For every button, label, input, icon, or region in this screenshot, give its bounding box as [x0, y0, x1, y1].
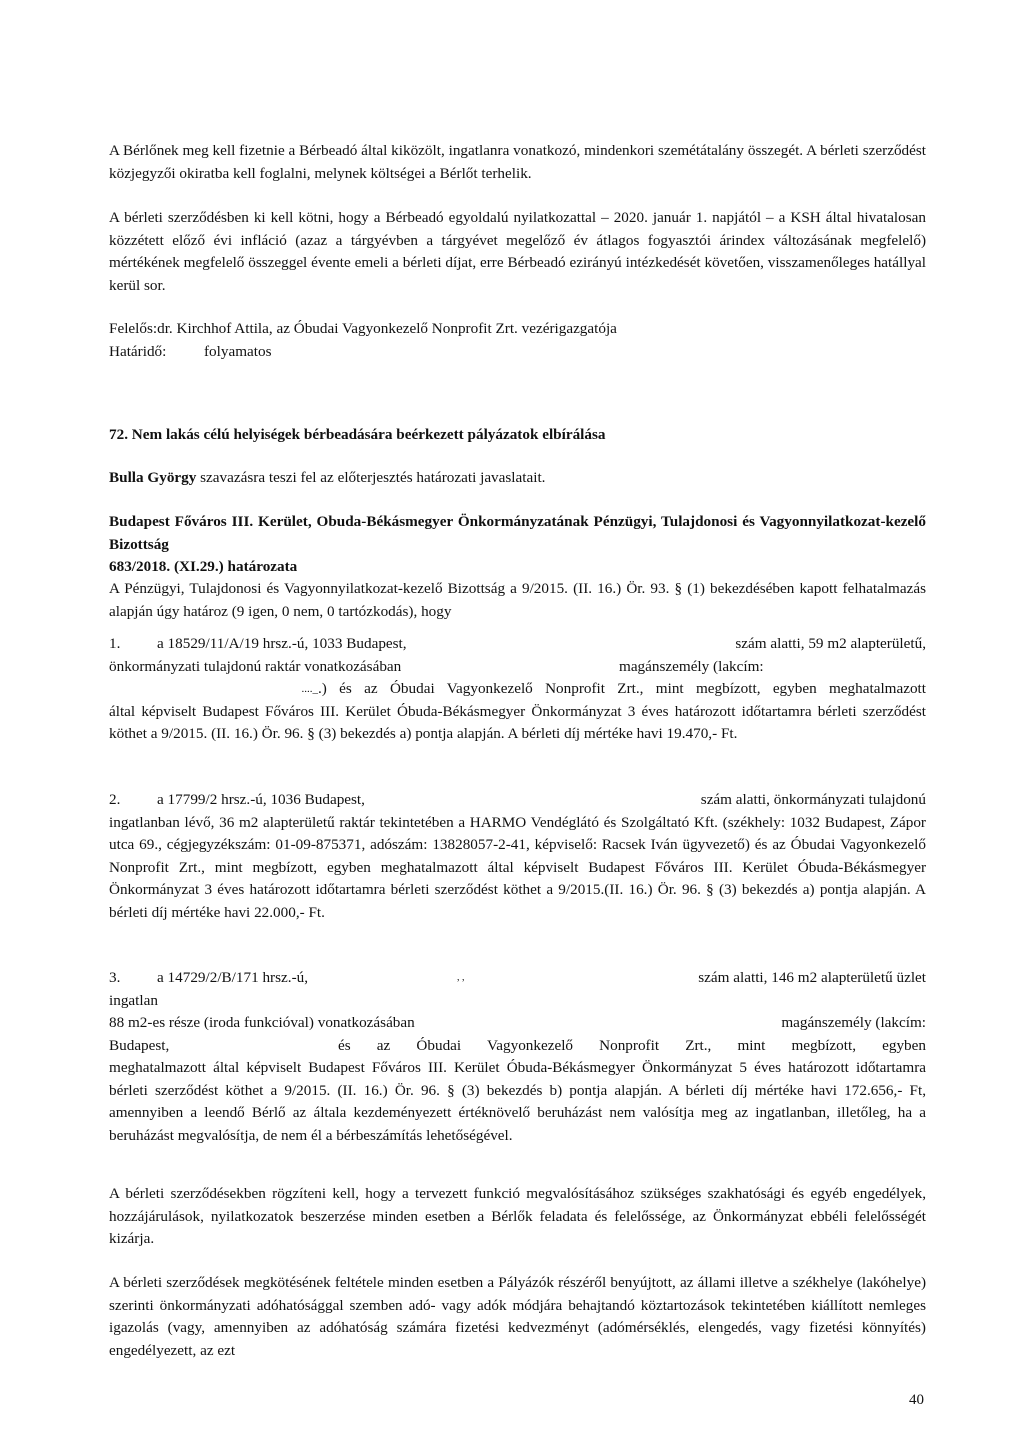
item-1-line-1-right: szám alatti, 59 m2 alapterületű,: [735, 635, 926, 652]
committee-name: Budapest Főváros III. Kerület, Obuda-Békásmegyer Önkormányzatának Pénzügyi, Tulajdonosi és Vagyonnyilatkozat-kezelő Bizottság: [109, 513, 926, 553]
item-2-line-1-left: a 17799/2 hrsz.-ú, 1036 Budapest,: [157, 791, 365, 808]
item-2: [109, 789, 926, 924]
paragraph-permits: A bérleti szerződésekben rögzíteni kell, hogy a tervezett funkció megvalósításához szükséges szakhatósági és egyéb engedélyek, hozzájárulások, nyilatkozatok beszerzése minden esetben a Bérlők feladata és felelőssége, az Önkormányzat ebbéli felelősségét kizárja.: [109, 1185, 926, 1247]
page-number: 40: [909, 1392, 924, 1408]
item-1: [109, 633, 926, 746]
vote-line: [109, 467, 926, 490]
item-1-number: 1.: [109, 635, 121, 652]
resolution-number: 683/2018. (XI.29.) határozata: [109, 558, 298, 575]
item-1-line-3-left: ...._: [301, 683, 318, 695]
item-1-line-3-right: .) és az Óbudai Vagyonkezelő Nonprofit Zrt., mint megbízott, egyben meghatalmazott: [318, 680, 926, 697]
item-3: [109, 967, 926, 1147]
item-1-line-2: [109, 656, 926, 679]
responsible-value: dr. Kirchhof Attila, az Óbudai Vagyonkezelő Nonprofit Zrt. vezérigazgatója: [157, 320, 617, 337]
item-2-line-1: [109, 789, 926, 812]
item-1-rest: által képviselt Budapest Főváros III. Kerület Óbuda-Békásmegyer Önkormányzat 3 éves határozott időtartamra bérleti szerződést köthet a 9/2015. (II. 16.) Ör. 96. § (3) bekezdés a) pontja alapján. A bérleti díj mértéke havi 19.470,- Ft.: [109, 702, 926, 742]
item-1-line-2-left: önkormányzati tulajdonú raktár vonatkozásában: [109, 657, 402, 675]
responsible-line: [109, 318, 926, 341]
section-heading-72: 72. Nem lakás célú helyiségek bérbeadására beérkezett pályázatok elbírálása: [109, 426, 606, 443]
item-3-line-4-right: és az Óbudai Vagyonkezelő Nonprofit Zrt., mint megbízott, egyben: [338, 1036, 926, 1054]
item-2-number: 2.: [109, 791, 121, 808]
paragraph-fee: A Bérlőnek meg kell fizetnie a Bérbeadó által kiközölt, ingatlanra vonatkozó, mindenkori szemétátalány összegét. A bérleti szerződést közjegyzői okiratba kell foglalni, melynek költségei a Bérlőt terhelik.: [109, 142, 926, 182]
vote-text: szavazásra teszi fel az előterjesztés határozati javaslatait.: [196, 469, 546, 486]
item-1-line-2-right: magánszemély (lakcím:: [619, 657, 764, 675]
item-1-line-1-left: a 18529/11/A/19 hrsz.-ú, 1033 Budapest,: [157, 635, 407, 652]
item-1-line-1: [109, 633, 926, 656]
item-2-rest: ingatlanban lévő, 36 m2 alapterületű raktár tekintetében a HARMO Vendéglátó és Szolgáltató Kft. (székhely: 1032 Budapest, Zápor utca 69., cégjegyzékszám: 01-09-875371, adószám: 13828057-2-41, képviselő: Racsek Iván ügyvezető) és az Óbudai Vagyonkezelő Nonprofit Zrt., mint megbízott, egyben meghatalmazott által képviselt Budapest Főváros III. Kerület Óbuda-Békásmegyer Önkormányzat 3 éves határozott időtartamra bérleti szerződést köthet a 9/2015.(II. 16.) Ör. 96. § (3) bekezdés a) pontja alapján. A bérleti díj mértéke havi 22.000,- Ft.: [109, 813, 926, 921]
presenter-name: Bulla György: [109, 469, 197, 486]
item-3-line-2: ingatlan: [109, 991, 158, 1009]
item-3-line-3: [109, 1012, 926, 1035]
item-3-number: 3.: [109, 969, 121, 986]
item-3-line-4-left: Budapest,: [109, 1036, 170, 1054]
item-3-line-4: [109, 1035, 926, 1058]
item-2-line-1-right: szám alatti, önkormányzati tulajdonú: [700, 791, 926, 808]
item-3-line-1-mid: , ,: [457, 972, 465, 983]
item-3-rest: meghatalmazott által képviselt Budapest Főváros III. Kerület Óbuda-Békásmegyer Önkormányzat 5 éves határozott időtartamra bérleti szerződést köthet a 9/2015. (II. 16.) Ör. 96. § (3) bekezdés b) pontja alapján. A bérleti díj mértéke havi 172.656,- Ft, amennyiben a leendő Bérlő az általa kezdeményezett értéknövelő beruházást nem valósítja meg az ingatlanban, illetőleg, ha a beruházást megvalósítja, de nem él a bérbeszámítás lehetőségével.: [109, 1059, 926, 1144]
paragraph-inflation: A bérleti szerződésben ki kell kötni, hogy a Bérbeadó egyoldalú nyilatkozattal – 2020. január 1. napjától – a KSH által hivatalosan közzétett előző évi infláció (azaz a tárgyévben a tárgyévet megelőző év átlagos fogyasztói árindex változásának megfelelő) mértékének megfelelő összeggel évente emeli a bérleti díjat, erre Bérbeadó ezirányú intézkedését követően, visszamenőleges hatállyal kerül sor.: [109, 209, 926, 294]
paragraph-tax: A bérleti szerződések megkötésének feltétele minden esetben a Pályázók részéről benyújtott, az állami illetve a székhelye (lakóhelye) szerinti önkormányzati adóhatósággal szemben adó- vagy adók módjára behajtandó köztartozások tekintetében kiállított nemleges igazolás (vagy, amennyiben az adóhatóság számára fizetési kedvezményt (adómérséklés, elengedés, vagy fizetési könnyítés) engedélyezett, az ezt: [109, 1274, 926, 1359]
responsible-label: Felelős:: [109, 320, 158, 337]
deadline-value: folyamatos: [204, 343, 272, 360]
item-3-line-3-right: magánszemély (lakcím:: [781, 1014, 926, 1031]
deadline-label: Határidő:: [109, 343, 167, 360]
item-3-line-1-right: szám alatti, 146 m2 alapterületű üzlet: [698, 969, 926, 986]
item-3-line-1: [109, 967, 926, 990]
item-1-line-3: [109, 678, 926, 701]
item-3-line-3-left: 88 m2-es része (iroda funkcióval) vonatkozásában: [109, 1014, 415, 1031]
item-3-line-1-left: a 14729/2/B/171 hrsz.-ú,: [157, 969, 309, 986]
resolution-text: A Pénzügyi, Tulajdonosi és Vagyonnyilatkozat-kezelő Bizottság a 9/2015. (II. 16.) Ör. 93. § (1) bekezdésében kapott felhatalmazás alapján úgy határoz (9 igen, 0 nem, 0 tartózkodás), hogy: [109, 580, 926, 620]
deadline-line: [109, 341, 926, 364]
